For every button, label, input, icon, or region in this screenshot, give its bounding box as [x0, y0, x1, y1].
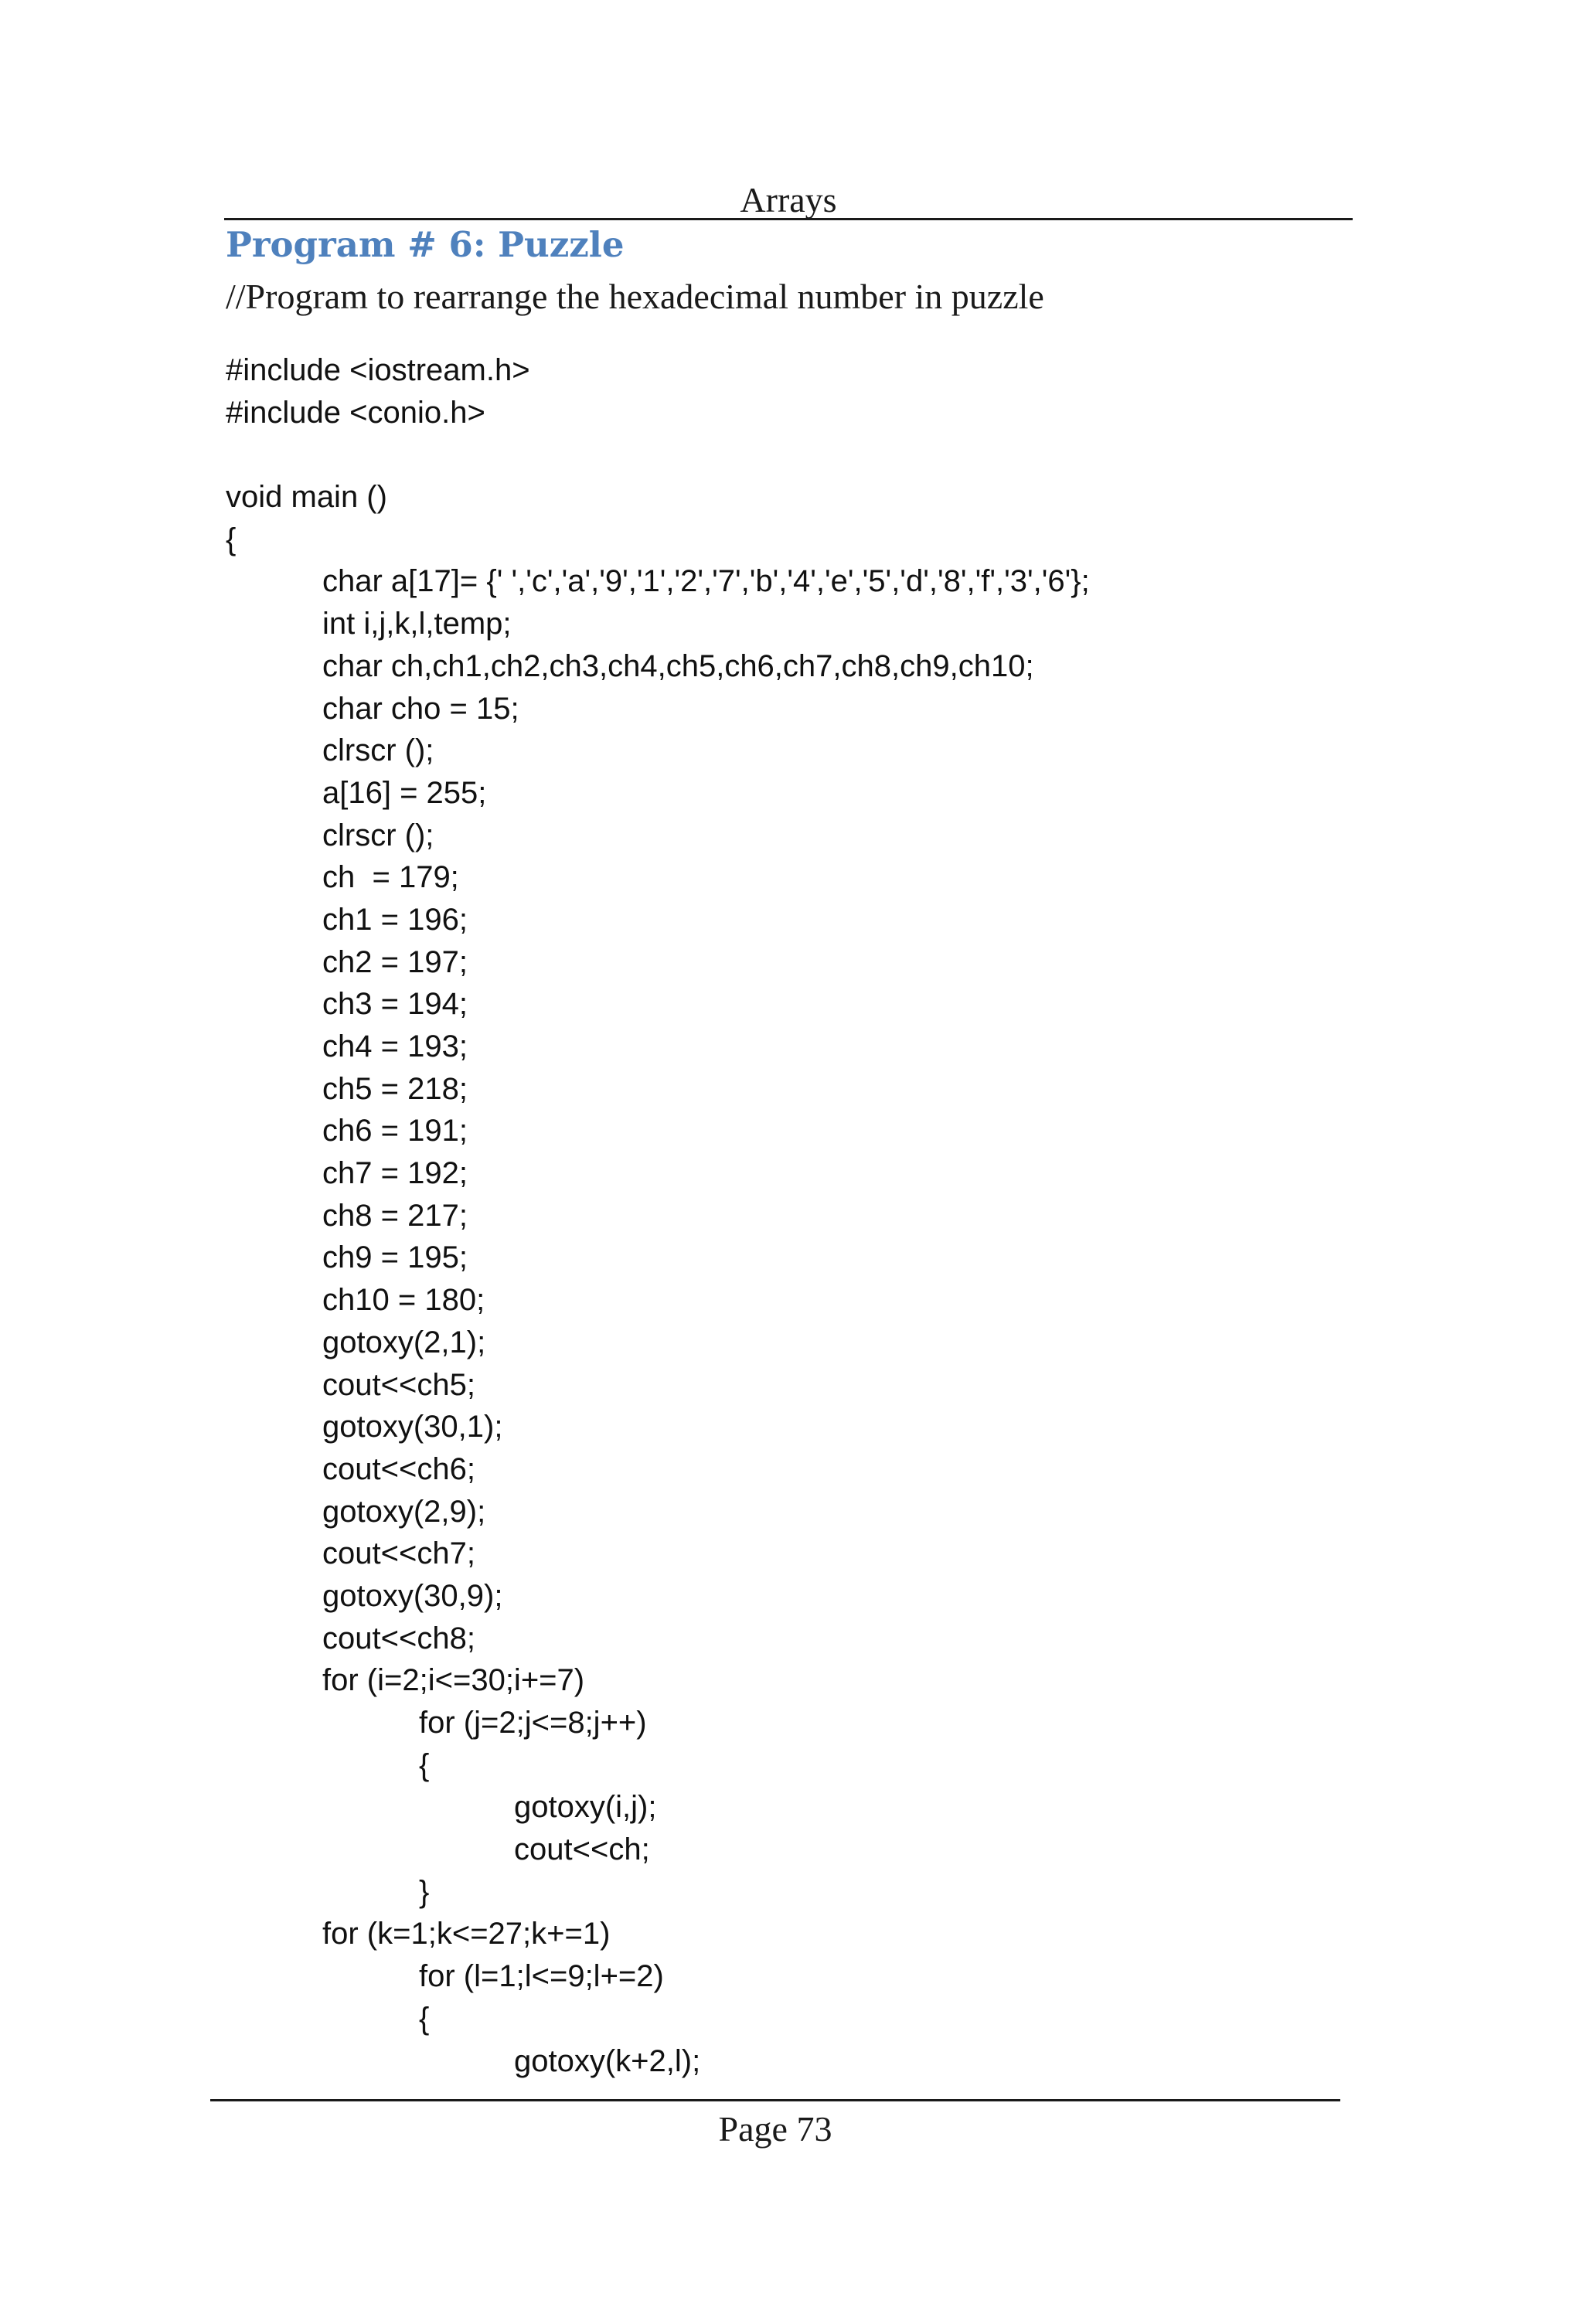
code-line: {: [419, 2001, 430, 2036]
code-line: ch3 = 194;: [322, 987, 468, 1022]
code-line: gotoxy(2,9);: [322, 1494, 486, 1529]
chapter-title: Arrays: [740, 180, 837, 219]
running-footer: [210, 2099, 1340, 2149]
code-line: clrscr ();: [322, 733, 434, 768]
program-heading: Program # 6: Puzzle: [226, 224, 625, 265]
code-line: [226, 434, 1385, 476]
running-header: [224, 179, 1353, 220]
code-line: {: [419, 1747, 430, 1782]
code-line: ch7 = 192;: [322, 1156, 468, 1191]
code-line: for (i=2;i<=30;i+=7): [322, 1663, 585, 1698]
code-line: }: [419, 1874, 430, 1909]
code-line: ch = 179;: [322, 860, 459, 895]
code-line: gotoxy(k+2,l);: [514, 2043, 701, 2078]
code-line: cout<<ch6;: [322, 1451, 475, 1486]
code-line: int i,j,k,l,temp;: [322, 607, 512, 641]
code-line: gotoxy(2,1);: [322, 1325, 486, 1359]
code-line: ch4 = 193;: [322, 1029, 468, 1063]
code-listing: [226, 349, 1385, 2082]
code-line: gotoxy(i,j);: [514, 1790, 657, 1825]
program-description: //Program to rearrange the hexadecimal number in puzzle: [226, 277, 1044, 316]
code-line: for (l=1;l<=9;l+=2): [419, 1959, 664, 1994]
code-line: char ch,ch1,ch2,ch3,ch4,ch5,ch6,ch7,ch8,ch9,ch10;: [322, 648, 1034, 683]
code-line: ch10 = 180;: [322, 1283, 485, 1318]
code-line: for (k=1;k<=27;k+=1): [322, 1917, 611, 1951]
code-line: ch9 = 195;: [322, 1240, 468, 1275]
code-line: gotoxy(30,9);: [322, 1578, 503, 1613]
code-line: gotoxy(30,1);: [322, 1410, 503, 1444]
code-line: cout<<ch7;: [322, 1536, 475, 1571]
code-line: cout<<ch8;: [322, 1621, 475, 1655]
code-line: for (j=2;j<=8;j++): [419, 1706, 647, 1740]
code-line: cout<<ch5;: [322, 1367, 475, 1402]
code-line: cout<<ch;: [514, 1832, 650, 1867]
code-line: #include <iostream.h>: [226, 353, 530, 387]
code-line: #include <conio.h>: [226, 395, 485, 430]
code-line: ch8 = 217;: [322, 1198, 468, 1233]
code-line: void main (): [226, 480, 387, 515]
page-number: Page 73: [718, 2109, 832, 2149]
code-line: ch6 = 191;: [322, 1114, 468, 1148]
code-line: a[16] = 255;: [322, 775, 487, 810]
code-line: clrscr ();: [322, 818, 434, 852]
code-line: char a[17]= {' ','c','a','9','1','2','7','b','4','e','5','d','8','f','3','6'};: [322, 564, 1090, 599]
code-line: ch5 = 218;: [322, 1071, 468, 1106]
code-line: char cho = 15;: [322, 691, 519, 726]
code-line: ch1 = 196;: [322, 902, 468, 937]
code-line: {: [226, 522, 237, 556]
code-line: ch2 = 197;: [322, 944, 468, 979]
